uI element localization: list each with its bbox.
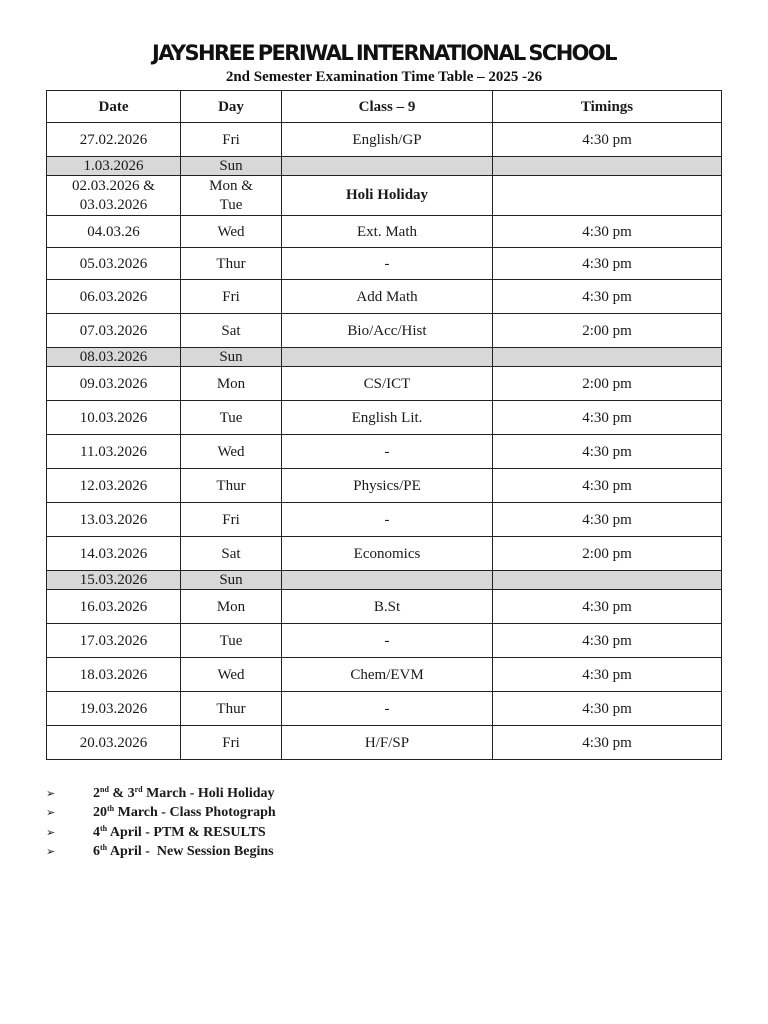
day-cell: Fri (181, 123, 282, 157)
subject-cell: English Lit. (282, 401, 493, 435)
date-cell: 07.03.2026 (47, 314, 181, 348)
date-cell: 12.03.2026 (47, 469, 181, 503)
date-cell: 1.03.2026 (47, 157, 181, 176)
time-cell: 4:30 pm (493, 624, 722, 658)
day-cell: Wed (181, 216, 282, 248)
subject-cell: Add Math (282, 280, 493, 314)
time-cell: 4:30 pm (493, 590, 722, 624)
time-cell: 4:30 pm (493, 280, 722, 314)
time-cell: 4:30 pm (493, 658, 722, 692)
date-cell: 08.03.2026 (47, 348, 181, 367)
day-cell: Thur (181, 692, 282, 726)
page-title: 2nd Semester Examination Time Table – 2025 -26 (225, 69, 543, 85)
time-cell (493, 571, 722, 590)
subject-cell (282, 157, 493, 176)
subject-cell: Chem/EVM (282, 658, 493, 692)
table-row (47, 367, 722, 401)
day-cell: Mon & Tue (181, 176, 282, 216)
subject-cell: - (282, 624, 493, 658)
date-cell: 06.03.2026 (47, 280, 181, 314)
table-row (47, 435, 722, 469)
subject-cell: English/GP (282, 123, 493, 157)
table-row (47, 692, 722, 726)
subject-cell: - (282, 692, 493, 726)
subject-cell: H/F/SP (282, 726, 493, 760)
subject-cell: Physics/PE (282, 469, 493, 503)
date-cell: 09.03.2026 (47, 367, 181, 401)
school-name: JAYSHREE PERIWAL INTERNATIONAL SCHOOL (152, 41, 616, 65)
day-cell: Sat (181, 314, 282, 348)
time-cell: 4:30 pm (493, 248, 722, 280)
subject-cell: Economics (282, 537, 493, 571)
day-cell: Mon (181, 590, 282, 624)
table-row (47, 176, 722, 216)
table-row (47, 401, 722, 435)
time-cell (493, 157, 722, 176)
arrowhead-bullet-icon: ➢ (46, 806, 56, 820)
time-cell: 2:00 pm (493, 537, 722, 571)
arrowhead-bullet-icon: ➢ (46, 844, 56, 858)
table-row (47, 726, 722, 760)
day-cell: Wed (181, 435, 282, 469)
day-cell: Tue (181, 624, 282, 658)
table-row (47, 658, 722, 692)
time-cell (493, 176, 722, 216)
subject-cell: CS/ICT (282, 367, 493, 401)
day-cell: Fri (181, 280, 282, 314)
table-row (47, 216, 722, 248)
day-cell: Thur (181, 469, 282, 503)
column-header-date: Date (47, 91, 181, 123)
column-header-class: Class – 9 (282, 91, 493, 123)
day-cell: Fri (181, 503, 282, 537)
date-cell: 18.03.2026 (47, 658, 181, 692)
day-cell: Sun (181, 157, 282, 176)
column-header-day: Day (181, 91, 282, 123)
date-cell: 27.02.2026 (47, 123, 181, 157)
date-cell: 04.03.26 (47, 216, 181, 248)
date-cell: 15.03.2026 (47, 571, 181, 590)
day-cell: Fri (181, 726, 282, 760)
note-text: 4th April - PTM & RESULTS (93, 823, 266, 840)
subject-cell: - (282, 503, 493, 537)
note-text: 20th March - Class Photograph (93, 804, 276, 821)
table-row-sunday (47, 348, 722, 367)
note-text: 2nd & 3rd March - Holi Holiday (93, 785, 275, 801)
column-header-timings: Timings (493, 91, 722, 123)
table-row-sunday (47, 571, 722, 590)
day-cell: Sat (181, 537, 282, 571)
day-cell: Wed (181, 658, 282, 692)
time-cell: 4:30 pm (493, 692, 722, 726)
table-row (47, 123, 722, 157)
arrowhead-bullet-icon: ➢ (46, 825, 56, 839)
day-cell: Sun (181, 571, 282, 590)
time-cell: 4:30 pm (493, 435, 722, 469)
date-cell: 05.03.2026 (47, 248, 181, 280)
table-row (47, 248, 722, 280)
time-cell (493, 348, 722, 367)
subject-cell: Ext. Math (282, 216, 493, 248)
time-cell: 4:30 pm (493, 123, 722, 157)
subject-cell (282, 348, 493, 367)
note-text: 6th April - New Session Begins (93, 842, 274, 859)
table-row (47, 590, 722, 624)
table-row (47, 537, 722, 571)
time-cell: 2:00 pm (493, 367, 722, 401)
table-row (47, 280, 722, 314)
date-cell: 10.03.2026 (47, 401, 181, 435)
day-cell: Sun (181, 348, 282, 367)
table-row (47, 469, 722, 503)
table-header-row (47, 91, 722, 123)
date-cell: 16.03.2026 (47, 590, 181, 624)
subject-cell: B.St (282, 590, 493, 624)
time-cell: 4:30 pm (493, 216, 722, 248)
time-cell: 4:30 pm (493, 726, 722, 760)
table-row-sunday (47, 157, 722, 176)
date-cell: 19.03.2026 (47, 692, 181, 726)
day-cell: Tue (181, 401, 282, 435)
arrowhead-bullet-icon: ➢ (46, 787, 56, 800)
table-row (47, 314, 722, 348)
date-cell: 20.03.2026 (47, 726, 181, 760)
day-cell: Thur (181, 248, 282, 280)
subject-cell: Holi Holiday (282, 176, 493, 216)
subject-cell: - (282, 248, 493, 280)
date-cell: 11.03.2026 (47, 435, 181, 469)
exam-timetable (46, 90, 722, 760)
time-cell: 4:30 pm (493, 469, 722, 503)
time-cell: 2:00 pm (493, 314, 722, 348)
date-cell: 02.03.2026 & 03.03.2026 (47, 176, 181, 216)
subject-cell (282, 571, 493, 590)
time-cell: 4:30 pm (493, 401, 722, 435)
table-row (47, 624, 722, 658)
time-cell: 4:30 pm (493, 503, 722, 537)
timetable-body (47, 123, 722, 760)
table-row (47, 503, 722, 537)
date-cell: 17.03.2026 (47, 624, 181, 658)
day-cell: Mon (181, 367, 282, 401)
date-cell: 14.03.2026 (47, 537, 181, 571)
subject-cell: Bio/Acc/Hist (282, 314, 493, 348)
date-cell: 13.03.2026 (47, 503, 181, 537)
subject-cell: - (282, 435, 493, 469)
